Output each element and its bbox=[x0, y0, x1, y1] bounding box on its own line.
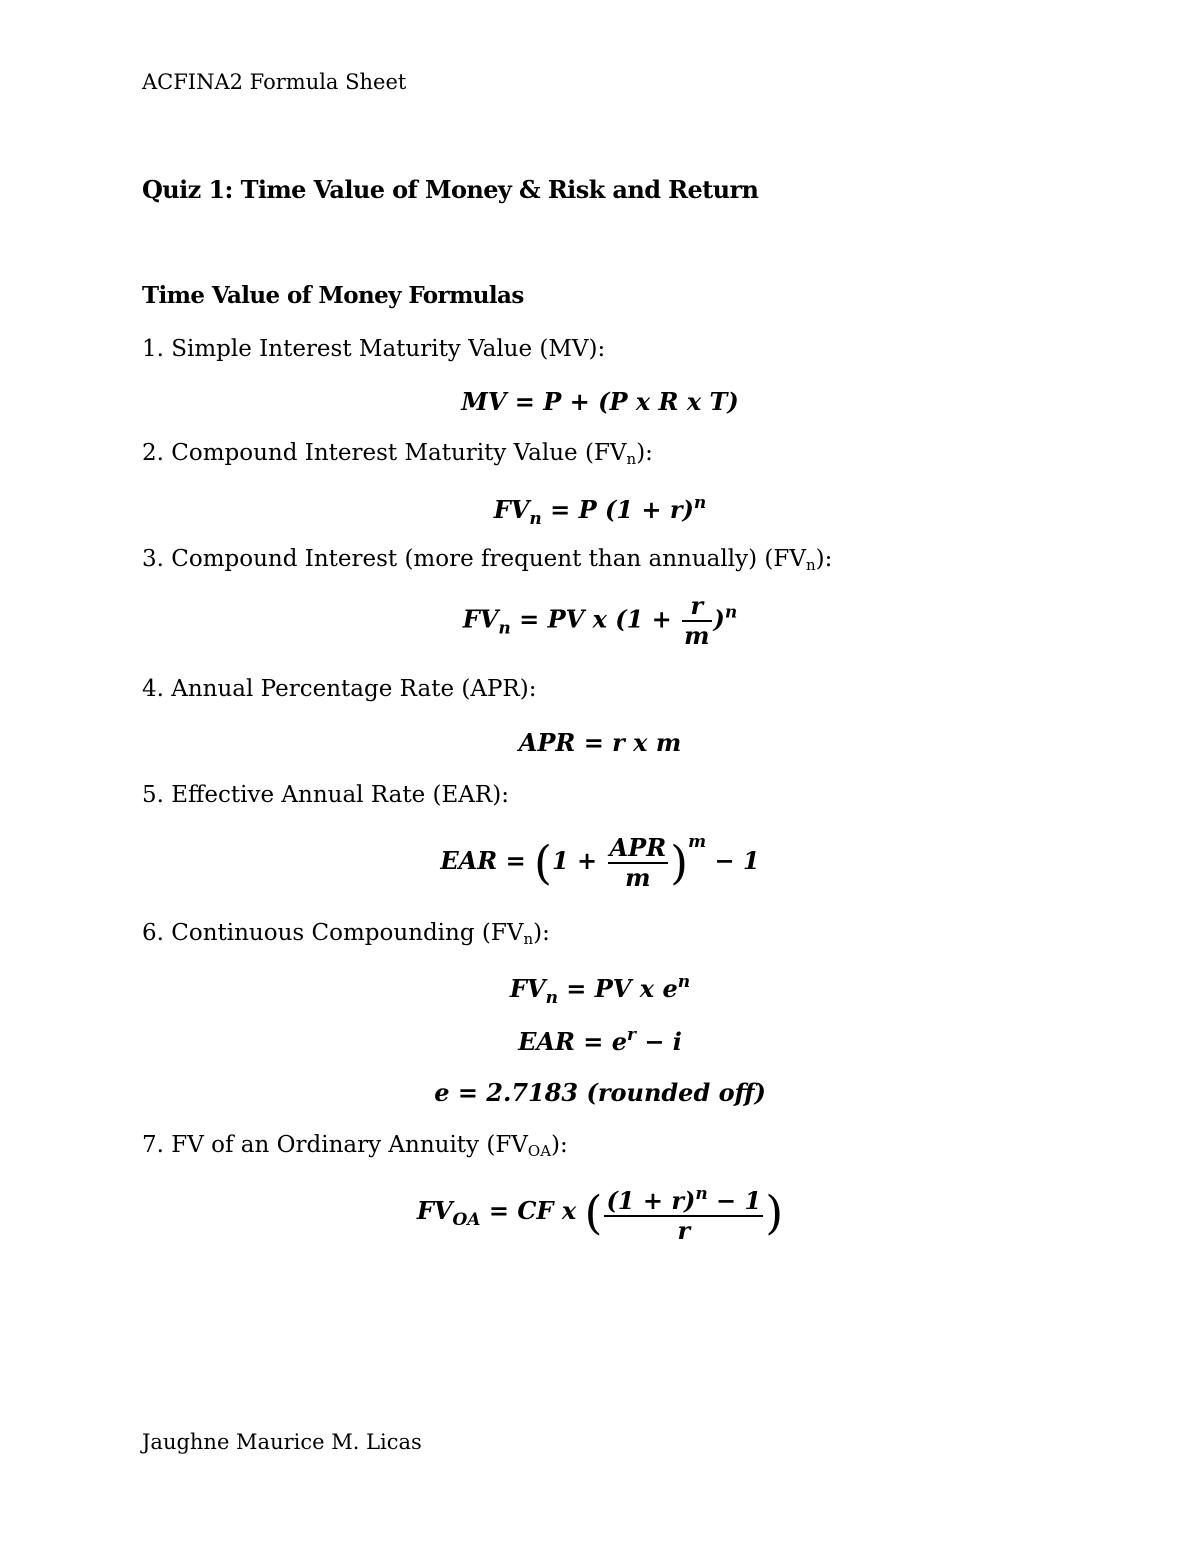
fraction-r-over-m: $\frac{r}{m}$ bbox=[684, 591, 710, 650]
item-compound-interest: 2. Compound Interest Maturity Value $(FV_n)$: bbox=[142, 440, 653, 468]
formula-continuous-fv: $FV_n$ = PV x $e^n$ bbox=[509, 972, 691, 1008]
quiz-title: Quiz 1: Time Value of Money & Risk and Return bbox=[142, 175, 759, 204]
formula-e-constant: e = 2.7183 (rounded off) bbox=[434, 1078, 766, 1107]
formula-ear: EAR = (1 + $\frac{\text{APR}}{m}$ )$^m$ − 1 bbox=[440, 832, 760, 892]
item-ordinary-annuity: 7. FV of an Ordinary Annuity $(FV_{OA})$: bbox=[142, 1132, 568, 1160]
formula-compound-frequent: $FV_n$ = PV x (1 + $\frac{r}{m}$ )$^n$ bbox=[462, 591, 738, 650]
section-title: Time Value of Money Formulas bbox=[142, 282, 524, 309]
fraction-annuity-factor: $\frac{(1 + r)^n - 1}{r}$ bbox=[606, 1184, 762, 1245]
formula-apr: APR = r x m bbox=[518, 728, 682, 757]
item-compound-frequent: 3. Compound Interest (more frequent than annually) $(FV_n)$: bbox=[142, 546, 833, 574]
item-continuous: 6. Continuous Compounding $(FV_n)$: bbox=[142, 920, 550, 948]
formula-simple-interest: MV = P + (P x R x T) bbox=[461, 387, 739, 416]
page-footer-author: Jaughne Maurice M. Licas bbox=[142, 1430, 422, 1454]
item-simple-interest: 1. Simple Interest Maturity Value (MV): bbox=[142, 336, 606, 362]
formula-continuous-ear: EAR = $e^r - i$ bbox=[518, 1025, 682, 1056]
formula-ordinary-annuity: $FV_{OA}$ = CF x ( $\frac{(1 + r)^n - 1}{r}$ ) bbox=[0, 1180, 1200, 1245]
fraction-apr-over-m: $\frac{\text{APR}}{m}$ bbox=[609, 832, 667, 892]
page-header: ACFINA2 Formula Sheet bbox=[142, 70, 407, 94]
item-ear: 5. Effective Annual Rate (EAR): bbox=[142, 782, 509, 808]
formula-compound-interest: $FV_n = P$ $(1 + r)^n$ bbox=[493, 493, 707, 529]
item-apr: 4. Annual Percentage Rate (APR): bbox=[142, 676, 537, 702]
